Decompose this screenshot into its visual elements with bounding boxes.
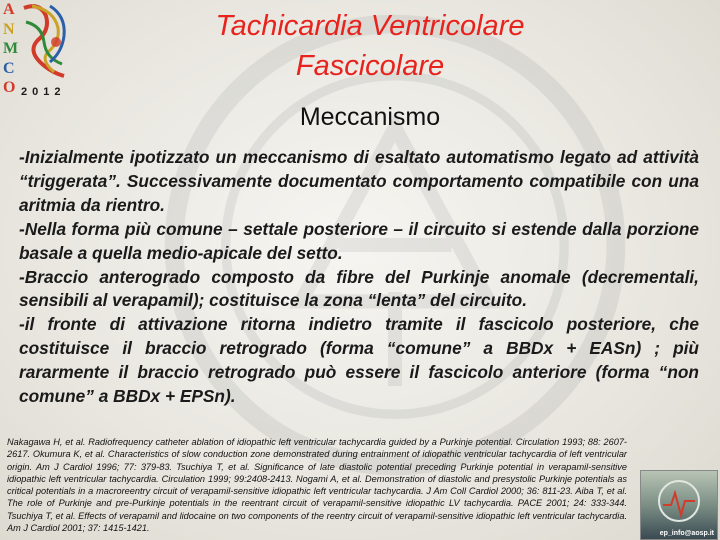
thumbnail-label: ep_info@aosp.it	[659, 530, 714, 537]
logo-year: 2012	[21, 86, 66, 98]
anmco-logo	[0, 0, 72, 104]
paragraph-common-form: -Nella forma più comune – settale posteriore – il circuito si estende dalla porzione basale a quella medio-apicale del setto.	[19, 218, 699, 263]
title-line-1: Tachicardia Ventricolare	[215, 10, 525, 42]
title-line-2: Fascicolare	[295, 50, 445, 82]
slide-title	[100, 6, 640, 86]
logo-letter-o: O	[3, 79, 16, 96]
logo-letter-c: C	[3, 59, 15, 77]
references: Nakagawa H, et al. Radiofrequency catheter ablation of idiopathic left ventricular tachycardia guided by a Purkinje potential. Circulation 1993; 88: 2607-2617. Okumura K, et al. Characteristics of slow conduction zone demonstrated during entrainment of idiopathic ventricular tachycardia of left ventricular origin. Am J Cardiol 1996; 77: 379-83. Tsuchiya T, et al. Significance of late diastolic potential preceding Purkinje potential in verapamil-sensitive idiopathic left ventricular tachycardia. Circulation 1999; 99:2408-2413. Nogami A, et al. Demonstration of diastolic and presystolic Purkinje potentials as critical potentials in a macroreentry circuit of verapamil-sensitive idiopathic left ventricular tachycardia. J Am Coll Cardiol 2000; 36: 811-23. Aiba T, et al. The role of Purkinje and pre-Purkinje potentials in the reentrant circuit of verapamil-sensitive idiopathic LV tachycardia. PACE 2001; 24: 333-344. Tsuchiya T, et al. Effects of verapamil and lidocaine on two components of the reentry circuit of verapamil-sensitive idiopathic left ventricular tachycardia. Am J Cardiol 2001; 37: 1415-1421.	[7, 437, 627, 534]
logo-letter-m: M	[3, 40, 19, 57]
logo-artwork-icon	[20, 2, 70, 82]
paragraph-retrograde-limb: -il fronte di attivazione ritorna indietro tramite il fascicolo posteriore, che costituisce il braccio retrogrado (forma “comune” a BBDx + EASn) ; più rararmente il braccio retrogrado può essere il fascicolo anteriore (forma “non comune” a BBDx + EPSn).	[19, 314, 699, 407]
logo-letter-n: N	[3, 20, 15, 38]
thumbnail-emblem-icon	[641, 471, 717, 539]
thumbnail-image	[640, 470, 718, 540]
body-text	[19, 146, 699, 409]
logo-letters	[3, 0, 19, 98]
paragraph-mechanism: -Inizialmente ipotizzato un meccanismo di esaltato automatismo legato ad attività “triggerata”. Successivamente documentato comportamento compatibile con una aritmia da rientro.	[19, 147, 699, 215]
logo-letter-a: A	[3, 1, 15, 18]
paragraph-anterograde-limb: -Braccio anterogrado composto da fibre del Purkinje anomale (decrementali, sensibili al verapamil); costituisce la zona “lenta” del circuito.	[19, 266, 699, 311]
slide-subtitle: Meccanismo	[299, 103, 441, 131]
